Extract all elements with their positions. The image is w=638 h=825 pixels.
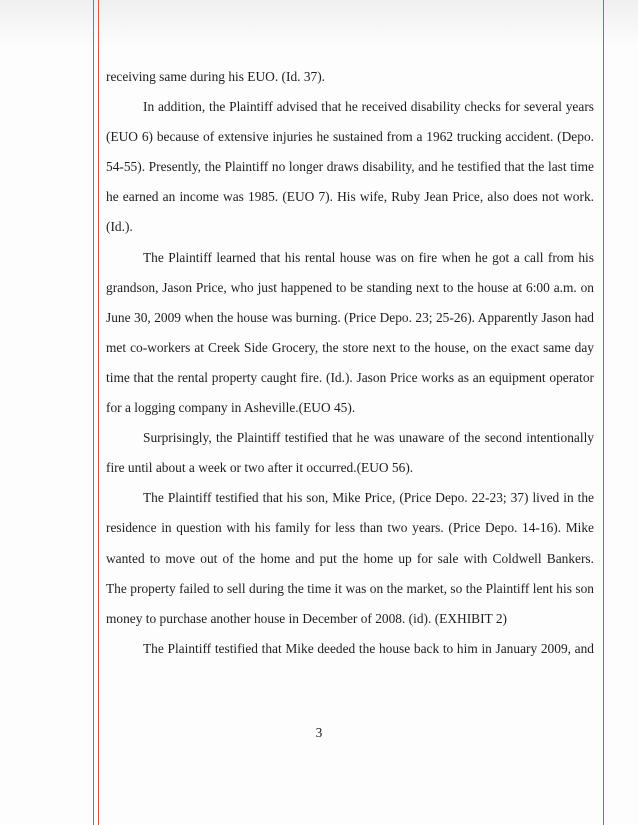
text-line: The Plaintiff learned that his rental house was on fire when he got a call from his	[143, 249, 594, 265]
text-line: time that the rental property caught fire. (Id.). Jason Price works as an equipment operator	[106, 369, 594, 385]
scan-shading	[0, 0, 638, 48]
text-line: Surprisingly, the Plaintiff testified that he was unaware of the second intentionally	[143, 430, 594, 446]
text-line: met co-workers at Creek Side Grocery, the store next to the house, on the exact same day	[106, 339, 594, 355]
page-number: 3	[315, 725, 323, 740]
text-line: fire until about a week or two after it occurred.(EUO 56).	[106, 460, 414, 476]
text-line: receiving same during his EUO. (Id. 37).	[106, 69, 326, 84]
text-line: In addition, the Plaintiff advised that he received disability checks for several years	[143, 99, 594, 115]
text-line: The property failed to sell during the time it was on the market, so the Plaintiff lent his son	[106, 580, 594, 596]
text-line: The Plaintiff testified that Mike deeded the house back to him in January 2009, and	[143, 640, 594, 656]
body-text	[106, 62, 594, 664]
text-line: residence in question with his family for less than two years. (Price Depo. 14-16). Mike	[106, 520, 594, 536]
right-margin-line	[603, 0, 604, 825]
text-line: for a logging company in Asheville.(EUO 45).	[106, 400, 356, 416]
text-line: he earned an income was 1985. (EUO 7). His wife, Ruby Jean Price, also does not work.	[106, 189, 594, 205]
text-line: The Plaintiff testified that his son, Mike Price, (Price Depo. 22-23; 37) lived in the	[143, 490, 594, 506]
text-line: wanted to move out of the home and put the home up for sale with Coldwell Bankers.	[106, 550, 594, 566]
text-line: grandson, Jason Price, who just happened to be standing next to the house at 6:00 a.m. on	[106, 279, 594, 295]
left-margin-line-inner	[98, 0, 99, 825]
text-line: 54-55). Presently, the Plaintiff no longer draws disability, and he testified that the last time	[106, 159, 594, 175]
text-line: June 30, 2009 when the house was burning. (Price Depo. 23; 25-26). Apparently Jason had	[106, 309, 594, 325]
text-line: money to purchase another house in December of 2008. (id). (EXHIBIT 2)	[106, 610, 507, 626]
left-margin-line	[93, 0, 94, 825]
text-line: (Id.).	[106, 219, 133, 235]
text-line: (EUO 6) because of extensive injuries he sustained from a 1962 trucking accident. (Depo.	[106, 129, 594, 145]
